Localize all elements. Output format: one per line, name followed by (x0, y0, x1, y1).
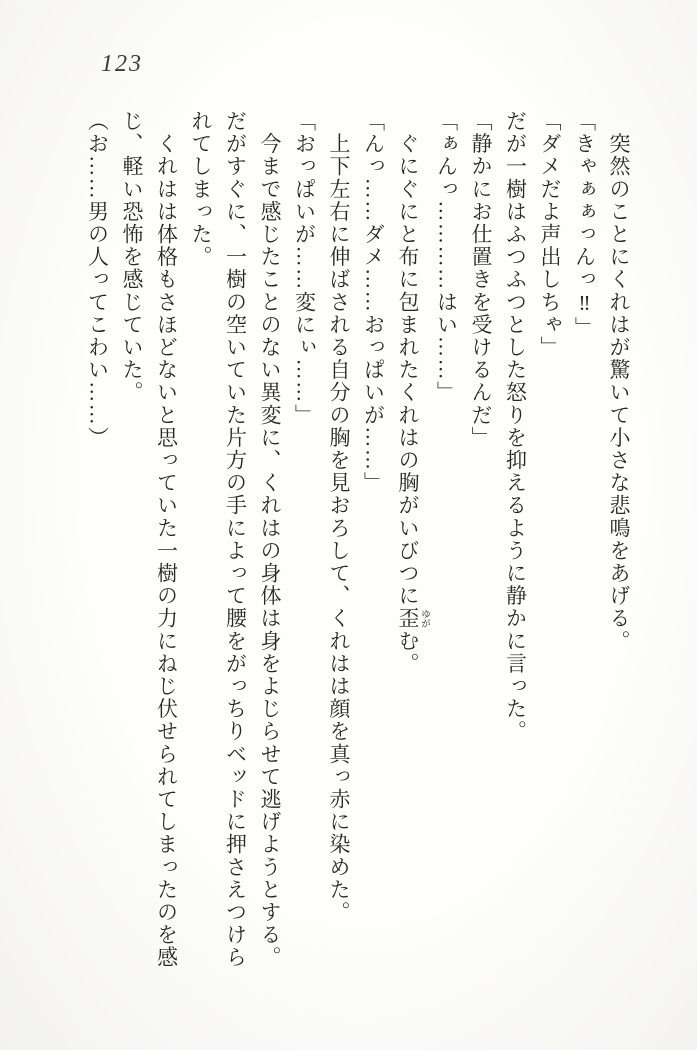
text-column-narrative: だが一樹はふつふつとした怒りを抑えるように静かに言った。 (503, 110, 528, 743)
text-column-narrative-continued: れてしまった。 (189, 110, 213, 269)
text-column-narrative: だがすぐに、一樹の空いていた片方の手によって腰をがっちりベッドに押さえつけら (223, 110, 248, 969)
text-column-dialogue: 「ダメだよ声出しちゃ」 (538, 110, 562, 359)
page-number: 123 (101, 51, 143, 77)
text-column-dialogue: 「静かにお仕置きを受けるんだ」 (469, 110, 493, 449)
text-column-narrative: くれはは体格もさほどないと思っていた一樹の力にねじ伏せられてしまったのを感 (154, 110, 179, 969)
text-column-dialogue: 「んっ……ダメ……おっぱいが……」 (361, 110, 386, 495)
text-column-narrative: 突然のことにくれはが驚いて小さな悲鳴をあげる。 (607, 110, 631, 653)
text-column-dialogue: 「ぁんっ…………はい……」 (434, 110, 459, 404)
text-column-narrative: 上下左右に伸ばされる自分の胸を見おろして、くれはは顔を真っ赤に染めた。 (327, 110, 351, 924)
text-column-dialogue: 「おっぱいが……変にぃ……」 (292, 110, 317, 427)
text-column-dialogue: 「きゃぁぁっんっ‼」 (572, 110, 597, 339)
text-column-thought: （お……男の人ってこわい……） (85, 110, 110, 449)
text-block (80, 110, 636, 970)
text-column-narrative: 今まで感じたことのない異変に、くれはの身体は身をよじらせて逃げようとする。 (258, 110, 282, 969)
text-column-narrative-continued: じ、軽い恐怖を感じていた。 (120, 110, 144, 404)
furigana-ruby: 歪 ゆが (396, 607, 429, 630)
text-column-narrative: ぐにぐにと布に包まれたくれはの胸がいびつに歪 ゆがむ。 (396, 110, 429, 676)
